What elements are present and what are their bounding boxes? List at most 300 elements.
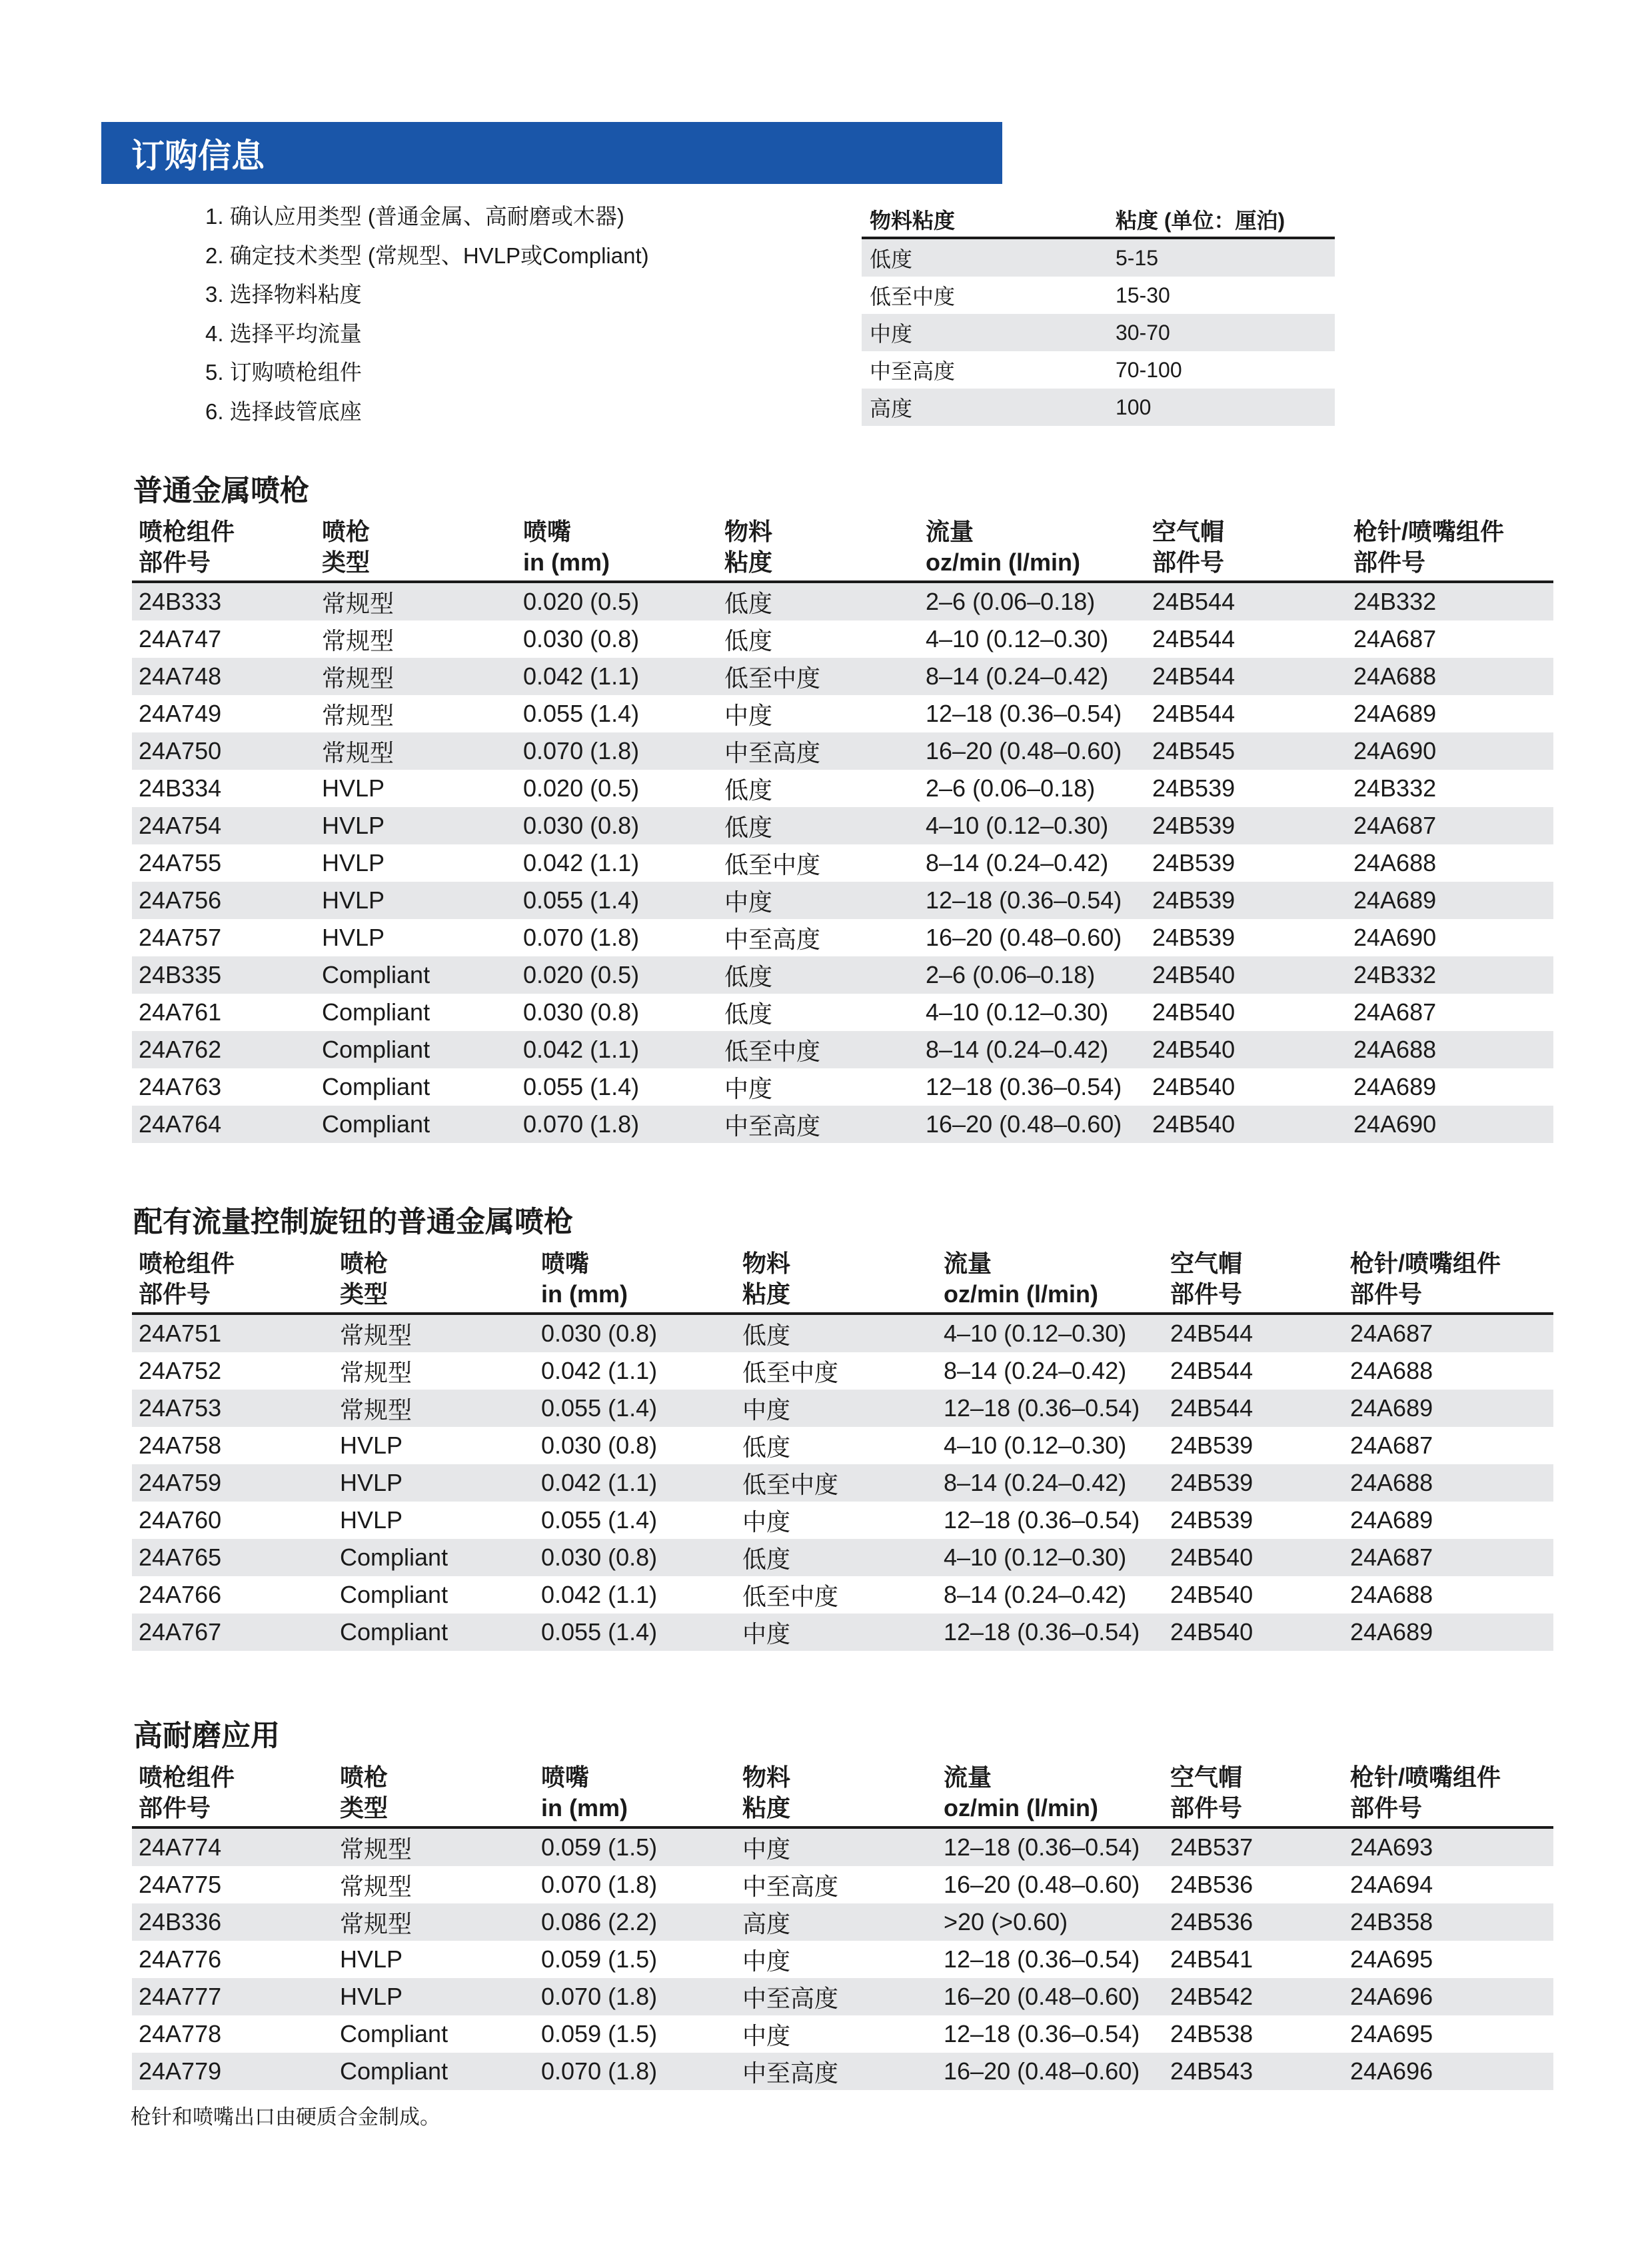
cell-flow-rate: 12–18 (0.36–0.54) (944, 1945, 1140, 1973)
cell-gun-type: 常规型 (333, 1903, 534, 1941)
cell-part-number: 24A752 (139, 1357, 222, 1384)
cell-gun-type: Compliant (340, 1581, 448, 1608)
table-row (132, 2015, 1553, 2053)
step-item: 5. 订购喷枪组件 (205, 360, 362, 385)
cell-needle-nozzle-kit: 24B332 (1347, 956, 1553, 994)
cell-nozzle-size: 0.070 (1.8) (523, 924, 640, 951)
cell-gun-type: HVLP (315, 882, 516, 919)
cell-needle-nozzle-kit: 24A690 (1347, 732, 1553, 770)
cell-viscosity: 中至高度 (736, 2053, 937, 2090)
cell-part-number: 24A759 (132, 1464, 333, 1502)
cell-nozzle-size: 0.059 (1.5) (534, 1827, 736, 1866)
table-row (132, 994, 1553, 1031)
cell-part-number: 24A750 (132, 732, 315, 770)
header-line: oz/min (l/min) (926, 549, 1080, 576)
header-line: 喷枪 (340, 1763, 389, 1791)
header-line: 粘度 (742, 1280, 791, 1308)
header-line: 空气帽 (1170, 1250, 1243, 1277)
cell-nozzle-size: 0.042 (1.1) (516, 1031, 718, 1068)
cell-viscosity: 中度 (724, 1074, 773, 1102)
header-line: 喷枪 (340, 1250, 389, 1277)
cell-viscosity: 低至中度 (736, 1464, 937, 1502)
cell-air-cap: 24B544 (1146, 658, 1347, 695)
header-line: 部件号 (1350, 1794, 1423, 1821)
table-row (132, 1866, 1553, 1903)
header-line: 类型 (340, 1280, 389, 1308)
cell-part-number: 24A760 (139, 1506, 222, 1534)
cell-part-number: 24A749 (139, 700, 222, 727)
cell-nozzle-size: 0.055 (1.4) (523, 1073, 640, 1100)
cell-flow-rate: 12–18 (0.36–0.54) (926, 1073, 1122, 1100)
step-item: 4. 选择平均流量 (205, 321, 362, 346)
table-row (132, 1539, 1553, 1576)
cell-needle-nozzle-kit: 24A687 (1350, 1432, 1433, 1459)
cell-part-number: 24A754 (132, 807, 315, 844)
header-viscosity (718, 517, 919, 582)
cell-flow-rate: 2–6 (0.06–0.18) (919, 956, 1146, 994)
cell-nozzle-size: 0.020 (0.5) (516, 582, 718, 620)
cell-needle-nozzle-kit: 24B332 (1353, 774, 1437, 802)
cell-air-cap: 24B544 (1170, 1357, 1253, 1384)
cell-needle-nozzle-kit: 24A688 (1347, 1031, 1553, 1068)
cell-air-cap: 24B540 (1164, 1614, 1343, 1651)
cell-gun-type: Compliant (322, 998, 430, 1026)
viscosity-cell: 中度 (862, 314, 1108, 351)
header-line: 喷枪 (322, 518, 371, 545)
viscosity-cell: 70-100 (1116, 357, 1182, 382)
cell-flow-rate: 12–18 (0.36–0.54) (919, 882, 1146, 919)
cell-flow-rate: 4–10 (0.12–0.30) (937, 1314, 1164, 1352)
cell-viscosity: 低度 (742, 1433, 791, 1461)
cell-needle-nozzle-kit: 24A688 (1350, 1357, 1433, 1384)
cell-air-cap: 24B540 (1152, 998, 1236, 1026)
cell-flow-rate: 8–14 (0.24–0.42) (919, 658, 1146, 695)
cell-viscosity: 中度 (718, 882, 919, 919)
cell-needle-nozzle-kit: 24A688 (1343, 1464, 1553, 1502)
table-row (132, 620, 1553, 658)
cell-nozzle-size: 0.030 (0.8) (516, 807, 718, 844)
table-row (132, 1576, 1553, 1614)
table-row (132, 1903, 1553, 1941)
cell-part-number: 24B333 (132, 582, 315, 620)
cell-flow-rate: 4–10 (0.12–0.30) (937, 1539, 1164, 1576)
cell-viscosity: 低度 (724, 626, 773, 654)
header-line: 部件号 (139, 1280, 211, 1308)
cell-nozzle-size: 0.070 (1.8) (534, 2053, 736, 2090)
table-row (132, 956, 1553, 994)
cell-air-cap: 24B544 (1146, 582, 1347, 620)
cell-viscosity: 低至中度 (742, 1358, 839, 1386)
header-line: 流量 (944, 1250, 992, 1277)
table-row (132, 919, 1553, 956)
cell-nozzle-size: 0.042 (1.1) (541, 1581, 658, 1608)
cell-flow-rate: 8–14 (0.24–0.42) (944, 1581, 1127, 1608)
cell-gun-type: Compliant (340, 2020, 448, 2047)
cell-part-number: 24A774 (132, 1827, 333, 1866)
cell-needle-nozzle-kit: 24A688 (1347, 658, 1553, 695)
cell-air-cap: 24B539 (1170, 1432, 1253, 1459)
cell-nozzle-size: 0.030 (0.8) (523, 998, 640, 1026)
cell-gun-type: 常规型 (322, 626, 395, 654)
header-line: 部件号 (139, 1794, 211, 1821)
cell-flow-rate: 12–18 (0.36–0.54) (937, 1827, 1164, 1866)
table-row (132, 1941, 1553, 1978)
cell-needle-nozzle-kit: 24A689 (1350, 1506, 1433, 1534)
cell-needle-nozzle-kit: 24A689 (1353, 1073, 1437, 1100)
table-row (132, 1314, 1553, 1352)
header-air-cap (1146, 517, 1347, 582)
viscosity-cell: 5-15 (1108, 238, 1335, 277)
cell-nozzle-size: 0.070 (1.8) (516, 732, 718, 770)
cell-flow-rate: 4–10 (0.12–0.30) (919, 807, 1146, 844)
cell-part-number: 24A761 (139, 998, 222, 1026)
cell-gun-type: Compliant (322, 1073, 430, 1100)
cell-gun-type: Compliant (315, 1106, 516, 1143)
cell-part-number: 24B335 (132, 956, 315, 994)
cell-part-number: 24A748 (132, 658, 315, 695)
table-header-row (132, 517, 1553, 582)
cell-air-cap: 24B544 (1164, 1314, 1343, 1352)
cell-nozzle-size: 0.070 (1.8) (541, 1871, 658, 1898)
viscosity-row (862, 389, 1335, 426)
cell-nozzle-size: 0.020 (0.5) (516, 956, 718, 994)
header-line: 流量 (926, 518, 974, 545)
header-line: 喷嘴 (541, 1763, 590, 1791)
header-line: in (mm) (541, 1280, 628, 1308)
header-needle-nozzle-kit (1347, 517, 1553, 582)
viscosity-cell: 15-30 (1116, 283, 1170, 307)
cell-part-number: 24A753 (132, 1390, 333, 1427)
header-air-cap (1164, 1248, 1343, 1314)
cell-viscosity: 低度 (718, 582, 919, 620)
header-viscosity (736, 1762, 937, 1827)
cell-air-cap: 24B545 (1146, 732, 1347, 770)
header-line: 粘度 (724, 549, 773, 576)
viscosity-cell: 高度 (862, 389, 1108, 426)
table-row (132, 732, 1553, 770)
table-row (132, 1464, 1553, 1502)
header-nozzle-size (516, 517, 718, 582)
cell-flow-rate: 12–18 (0.36–0.54) (937, 1614, 1164, 1651)
cell-nozzle-size: 0.070 (1.8) (534, 1978, 736, 2015)
cell-nozzle-size: 0.042 (1.1) (523, 849, 640, 876)
cell-needle-nozzle-kit: 24A696 (1343, 1978, 1553, 2015)
cell-flow-rate: 4–10 (0.12–0.30) (926, 625, 1109, 652)
cell-flow-rate: 8–14 (0.24–0.42) (944, 1357, 1127, 1384)
cell-flow-rate: 8–14 (0.24–0.42) (926, 849, 1109, 876)
cell-gun-type: 常规型 (333, 1390, 534, 1427)
cell-flow-rate: 12–18 (0.36–0.54) (944, 1506, 1140, 1534)
cell-part-number: 24A776 (139, 1945, 222, 1973)
header-needle-nozzle-kit (1343, 1248, 1553, 1314)
header-line: 物料 (742, 1250, 791, 1277)
cell-air-cap: 24B539 (1170, 1506, 1253, 1534)
cell-air-cap: 24B539 (1152, 924, 1236, 951)
cell-nozzle-size: 0.055 (1.4) (516, 882, 718, 919)
cell-gun-type: 常规型 (333, 1827, 534, 1866)
cell-viscosity: 低至中度 (742, 1582, 839, 1610)
cell-air-cap: 24B540 (1164, 1539, 1343, 1576)
header-line: oz/min (l/min) (944, 1280, 1098, 1308)
cell-gun-type: Compliant (333, 1614, 534, 1651)
header-line: 类型 (322, 549, 371, 576)
cell-flow-rate: 2–6 (0.06–0.18) (919, 582, 1146, 620)
cell-part-number: 24A765 (132, 1539, 333, 1576)
header-line: 部件号 (1353, 549, 1426, 576)
header-line: 喷嘴 (523, 518, 572, 545)
step-item: 6. 选择歧管底座 (205, 399, 362, 424)
cell-part-number: 24A763 (139, 1073, 222, 1100)
page-title: 订购信息 (131, 137, 265, 175)
cell-gun-type: 常规型 (322, 701, 395, 729)
cell-viscosity: 中至高度 (718, 1106, 919, 1143)
cell-nozzle-size: 0.086 (2.2) (534, 1903, 736, 1941)
cell-viscosity: 低度 (718, 807, 919, 844)
cell-needle-nozzle-kit: 24A690 (1347, 1106, 1553, 1143)
cell-flow-rate: 16–20 (0.48–0.60) (944, 1871, 1140, 1898)
cell-part-number: 24A777 (132, 1978, 333, 2015)
cell-part-number: 24A766 (139, 1581, 222, 1608)
header-line: 部件号 (1350, 1280, 1423, 1308)
header-line: 物料 (742, 1763, 791, 1791)
cell-gun-type: HVLP (333, 1464, 534, 1502)
cell-gun-type: Compliant (315, 956, 516, 994)
cell-flow-rate: 16–20 (0.48–0.60) (937, 2053, 1164, 2090)
cell-air-cap: 24B541 (1170, 1945, 1253, 1973)
cell-air-cap: 24B540 (1152, 1073, 1236, 1100)
cell-needle-nozzle-kit: 24A690 (1353, 924, 1437, 951)
cell-needle-nozzle-kit: 24A695 (1350, 1945, 1433, 1973)
header-needle-nozzle-kit (1343, 1762, 1553, 1827)
cell-air-cap: 24B536 (1164, 1903, 1343, 1941)
cell-part-number: 24A762 (132, 1031, 315, 1068)
header-line: 粘度 (742, 1794, 791, 1821)
cell-part-number: 24A779 (132, 2053, 333, 2090)
section-title: 普通金属喷枪 (133, 475, 309, 507)
cell-needle-nozzle-kit: 24A689 (1343, 1614, 1553, 1651)
cell-viscosity: 高度 (736, 1903, 937, 1941)
viscosity-cell: 100 (1108, 389, 1335, 426)
cell-gun-type: HVLP (322, 849, 385, 876)
cell-gun-type: 常规型 (315, 658, 516, 695)
header-line: 喷枪组件 (139, 518, 235, 545)
header-line: 部件号 (1152, 549, 1225, 576)
cell-viscosity: 低度 (724, 776, 773, 804)
viscosity-cell: 低至中度 (870, 285, 956, 309)
cell-part-number: 24A747 (139, 625, 222, 652)
cell-viscosity: 中至高度 (718, 732, 919, 770)
cell-nozzle-size: 0.055 (1.4) (541, 1506, 658, 1534)
cell-viscosity: 中度 (742, 2021, 791, 2049)
cell-air-cap: 24B544 (1152, 625, 1236, 652)
cell-gun-type: 常规型 (315, 582, 516, 620)
header-line: 流量 (944, 1763, 992, 1791)
table-row (132, 2053, 1553, 2090)
cell-nozzle-size: 0.030 (0.8) (534, 1314, 736, 1352)
header-viscosity (736, 1248, 937, 1314)
cell-air-cap: 24B542 (1164, 1978, 1343, 2015)
section-title: 高耐磨应用 (133, 1719, 280, 1752)
cell-part-number: 24A758 (139, 1432, 222, 1459)
header-flow-rate (937, 1762, 1164, 1827)
cell-viscosity: 低度 (736, 1539, 937, 1576)
table-row (132, 1427, 1553, 1464)
header-part-number (132, 517, 315, 582)
cell-needle-nozzle-kit: 24A687 (1343, 1314, 1553, 1352)
header-line: 类型 (340, 1794, 389, 1821)
viscosity-table (862, 202, 1335, 426)
cell-air-cap: 24B537 (1164, 1827, 1343, 1866)
step-item: 1. 确认应用类型 (普通金属、高耐磨或木器) (205, 204, 624, 229)
ordering-steps (205, 197, 649, 431)
cell-viscosity: 中度 (736, 1827, 937, 1866)
cell-part-number: 24A764 (132, 1106, 315, 1143)
cell-gun-type: HVLP (322, 774, 385, 802)
table-row (132, 1502, 1553, 1539)
viscosity-row (862, 277, 1335, 314)
header-line: 物料 (724, 518, 773, 545)
cell-air-cap: 24B539 (1152, 849, 1236, 876)
header-part-number (132, 1762, 333, 1827)
cell-air-cap: 24B544 (1164, 1390, 1343, 1427)
viscosity-row (862, 314, 1335, 351)
table-row (132, 770, 1553, 807)
cell-nozzle-size: 0.070 (1.8) (516, 1106, 718, 1143)
cell-gun-type: Compliant (315, 1031, 516, 1068)
cell-needle-nozzle-kit: 24A687 (1353, 998, 1437, 1026)
cell-air-cap: 24B540 (1146, 1031, 1347, 1068)
header-line: 喷枪组件 (139, 1250, 235, 1277)
cell-gun-type: HVLP (315, 807, 516, 844)
header-nozzle-size (534, 1762, 736, 1827)
cell-viscosity: 中度 (742, 1508, 791, 1536)
table-row (132, 1614, 1553, 1651)
cell-part-number: 24B334 (139, 774, 222, 802)
cell-nozzle-size: 0.055 (1.4) (534, 1614, 736, 1651)
table-row (132, 1352, 1553, 1390)
header-line: 空气帽 (1170, 1763, 1243, 1791)
cell-needle-nozzle-kit: 24A695 (1350, 2020, 1433, 2047)
cell-part-number: 24A778 (139, 2020, 222, 2047)
cell-air-cap: 24B540 (1146, 956, 1347, 994)
cell-nozzle-size: 0.042 (1.1) (516, 658, 718, 695)
cell-needle-nozzle-kit: 24A688 (1350, 1581, 1433, 1608)
cell-air-cap: 24B536 (1170, 1871, 1253, 1898)
cell-nozzle-size: 0.042 (1.1) (534, 1464, 736, 1502)
cell-viscosity: 低度 (736, 1314, 937, 1352)
cell-nozzle-size: 0.020 (0.5) (523, 774, 640, 802)
table-row (132, 1390, 1553, 1427)
cell-viscosity: 低至中度 (718, 658, 919, 695)
cell-viscosity: 低至中度 (724, 850, 821, 878)
cell-flow-rate: 12–18 (0.36–0.54) (937, 1390, 1164, 1427)
table-row (132, 1827, 1553, 1866)
header-air-cap (1164, 1762, 1343, 1827)
cell-gun-type: Compliant (333, 2053, 534, 2090)
header-line: 枪针/喷嘴组件 (1353, 518, 1505, 545)
cell-needle-nozzle-kit: 24A689 (1343, 1390, 1553, 1427)
parts-table-high-wear (132, 1762, 1553, 2090)
cell-air-cap: 24B539 (1146, 882, 1347, 919)
cell-part-number: 24A756 (132, 882, 315, 919)
cell-gun-type: 常规型 (340, 1872, 413, 1900)
header-line: oz/min (l/min) (944, 1794, 1098, 1821)
cell-air-cap: 24B540 (1146, 1106, 1347, 1143)
viscosity-row (862, 351, 1335, 389)
cell-gun-type: 常规型 (315, 732, 516, 770)
section-title: 配有流量控制旋钮的普通金属喷枪 (133, 1206, 573, 1238)
cell-flow-rate: 12–18 (0.36–0.54) (926, 700, 1122, 727)
viscosity-header-row (862, 202, 1335, 238)
cell-needle-nozzle-kit: 24A687 (1343, 1539, 1553, 1576)
table-row (132, 582, 1553, 620)
cell-needle-nozzle-kit: 24A687 (1347, 807, 1553, 844)
header-line: 部件号 (139, 549, 211, 576)
cell-gun-type: HVLP (322, 924, 385, 951)
header-part-number (132, 1248, 333, 1314)
parts-table-standard-metal (132, 517, 1553, 1143)
cell-nozzle-size: 0.030 (0.8) (541, 1432, 658, 1459)
cell-viscosity: 中度 (742, 1947, 791, 1975)
cell-flow-rate: 8–14 (0.24–0.42) (937, 1464, 1164, 1502)
table-row (132, 844, 1553, 882)
cell-air-cap: 24B539 (1164, 1464, 1343, 1502)
cell-flow-rate: >20 (>0.60) (937, 1903, 1164, 1941)
cell-flow-rate: 16–20 (0.48–0.60) (919, 732, 1146, 770)
cell-flow-rate: 16–20 (0.48–0.60) (926, 924, 1122, 951)
cell-viscosity: 中至高度 (724, 925, 821, 953)
cell-viscosity: 中度 (724, 701, 773, 729)
viscosity-cell: 低度 (862, 238, 1108, 277)
table-row (132, 807, 1553, 844)
table-row (132, 1031, 1553, 1068)
viscosity-cell: 30-70 (1108, 314, 1335, 351)
cell-needle-nozzle-kit: 24A693 (1343, 1827, 1553, 1866)
cell-gun-type: HVLP (333, 1978, 534, 2015)
table-row (132, 1068, 1553, 1106)
header-flow-rate (937, 1248, 1164, 1314)
cell-air-cap: 24B538 (1170, 2020, 1253, 2047)
cell-viscosity: 低度 (718, 956, 919, 994)
cell-gun-type: HVLP (340, 1432, 403, 1459)
header-nozzle-size (534, 1248, 736, 1314)
cell-nozzle-size: 0.055 (1.4) (534, 1390, 736, 1427)
footnote: 枪针和喷嘴出口由硬质合金制成。 (131, 2105, 440, 2129)
step-item: 2. 确定技术类型 (常规型、HVLP或Compliant) (205, 243, 649, 268)
viscosity-header-cell: 粘度 (单位：厘泊) (1108, 202, 1335, 238)
table-row (132, 695, 1553, 732)
step-item: 3. 选择物料粘度 (205, 282, 362, 307)
cell-flow-rate: 16–20 (0.48–0.60) (919, 1106, 1146, 1143)
cell-viscosity: 低至中度 (718, 1031, 919, 1068)
header-line: 部件号 (1170, 1280, 1243, 1308)
cell-nozzle-size: 0.059 (1.5) (541, 2020, 658, 2047)
cell-needle-nozzle-kit: 24A688 (1353, 849, 1437, 876)
header-line: in (mm) (523, 549, 610, 576)
cell-nozzle-size: 0.042 (1.1) (541, 1357, 658, 1384)
cell-part-number: 24A767 (132, 1614, 333, 1651)
table-row (132, 1106, 1553, 1143)
cell-gun-type: 常规型 (333, 1314, 534, 1352)
header-line: 喷枪组件 (139, 1763, 235, 1791)
cell-needle-nozzle-kit: 24A689 (1353, 700, 1437, 727)
cell-viscosity: 中度 (736, 1614, 937, 1651)
cell-part-number: 24B336 (132, 1903, 333, 1941)
cell-needle-nozzle-kit: 24A689 (1347, 882, 1553, 919)
cell-needle-nozzle-kit: 24A687 (1353, 625, 1437, 652)
header-gun-type (333, 1248, 534, 1314)
cell-nozzle-size: 0.030 (0.8) (523, 625, 640, 652)
